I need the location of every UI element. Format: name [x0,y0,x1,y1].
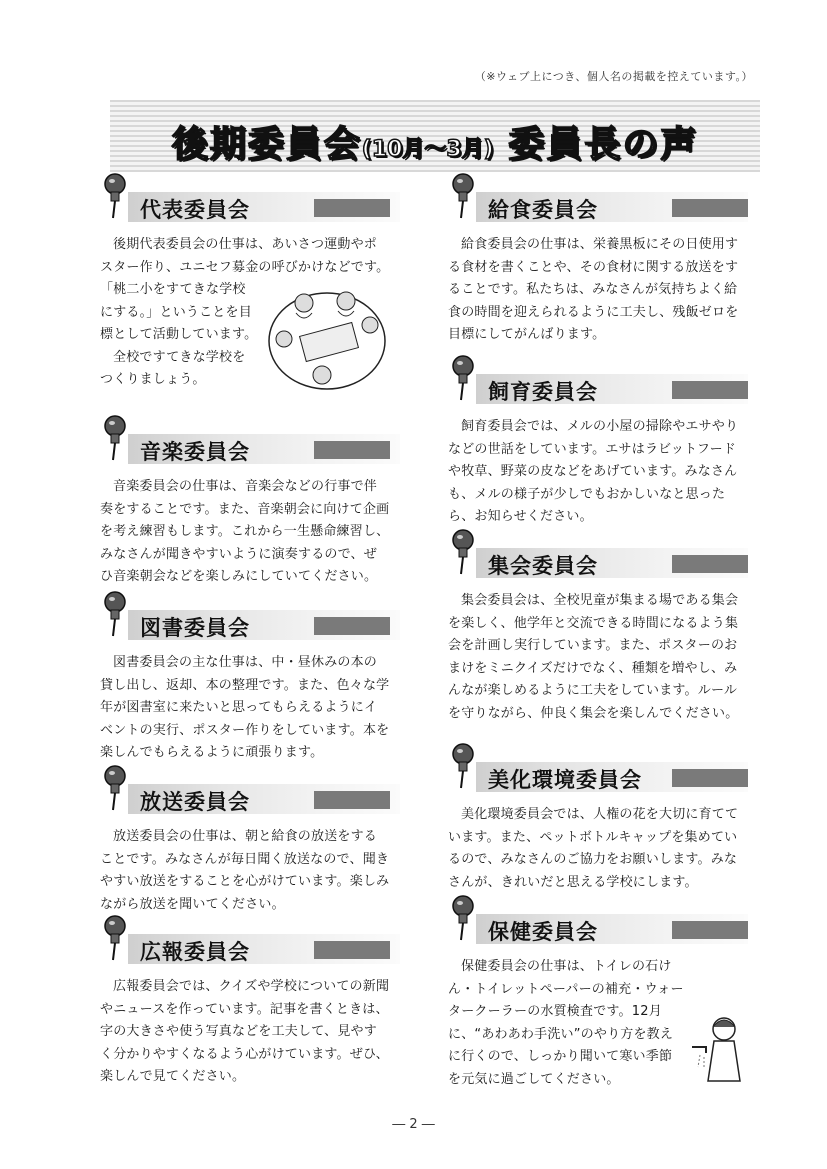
section-assembly [448,534,748,725]
section-body [448,416,748,529]
redacted-name [314,941,390,959]
pushpin-icon [446,742,482,790]
pushpin-icon [446,528,482,576]
redacted-name [672,769,748,787]
privacy-notice: （※ウェブ上につき、個人名の掲載を控えています。） [474,70,753,83]
section-paragraph: 図書委員会の主な仕事は、中・昼休みの本の貸し出し、返却、本の整理です。また、色々な学年が図書室に来たいと思ってもらえるようにイベントの実行、ポスター作りをしています。本を楽しんでもらえるように頑張ります。 [100,655,390,760]
section-representative [100,178,390,395]
title-main-right: 委員長の声 [508,124,699,165]
section-body [100,476,390,589]
pushpin-icon [98,764,134,812]
section-title: 飼育委員会 [488,380,598,404]
section-header [448,900,748,950]
section-animal-care [448,360,748,529]
section-broadcast [100,770,390,916]
section-header [100,596,390,646]
section-paragraph: 美化環境委員会では、人権の花を大切に育てています。また、ペットボトルキャップを集めているので、みなさんのご協力をお願いします。みなさんが、きれいだと思える学校にします。 [448,807,739,890]
section-title: 給食委員会 [488,198,598,222]
section-title: 集会委員会 [488,554,598,578]
section-body [448,956,748,1091]
section-paragraph: 集会委員会は、全校児童が集まる場である集会を楽しく、他学年と交流できる時間になるよう集会を計画し実行しています。また、ポスターのおまけをミニクイズだけでなく、種類を増やし、みんなが楽しめるように工夫をしています。ルールを守りながら、仲良く集会を楽しんでください。 [448,593,739,721]
section-paragraph: 「桃二小をすてきな学校にする。」ということを目標として活動しています。 [100,282,258,342]
section-title: 保健委員会 [488,920,598,944]
section-paragraph: 保健委員会の仕事は、トイレの石けん・トイレットペーパーの補充・ウォータークーラーの水質検査です。12月に、“あわあわ手洗い”のやり方を教えに行くので、しっかり聞いて寒い季節を元気に過ごしてください。 [448,959,684,1087]
section-body [100,826,390,916]
title-main-left: 後期委員会 [171,124,362,165]
redacted-name [672,555,748,573]
section-header [448,534,748,584]
redacted-name [314,441,390,459]
pushpin-icon [98,414,134,462]
section-body [100,234,390,395]
page-number: ― 2 ― [392,1117,435,1132]
section-header [448,178,748,228]
section-paragraph: 後期代表委員会の仕事は、あいさつ運動やポスター作り、ユニセフ募金の呼びかけなどです。 [100,237,390,275]
redacted-name [672,199,748,217]
section-header [100,920,390,970]
pushpin-icon [98,590,134,638]
page-title [110,116,760,167]
section-paragraph: 飼育委員会では、メルの小屋の掃除やエサやりなどの世話をしています。エサはラビットフードや牧草、野菜の皮などをあげています。みなさんも、メルの様子が少しでもおかしいなと思ったら、お知らせください。 [448,419,739,524]
section-library [100,596,390,765]
section-body [448,804,748,894]
students-meeting-illustration [264,279,390,395]
section-body [100,652,390,765]
pushpin-icon [98,914,134,962]
section-paragraph: 音楽委員会の仕事は、音楽会などの行事で伴奏をすることです。また、音楽朝会に向けて企画を考え練習もします。これから一生懸命練習し、みなさんが聞きやすいように演奏するので、ぜひ音楽朝会などを楽しみにしていてください。 [100,479,390,584]
redacted-name [672,921,748,939]
section-health [448,900,748,1091]
pushpin-icon [98,172,134,220]
pushpin-icon [446,894,482,942]
section-title: 広報委員会 [140,940,250,964]
pushpin-icon [446,354,482,402]
section-title: 音楽委員会 [140,440,250,464]
section-paragraph: 給食委員会の仕事は、栄養黒板にその日使用する食材を書くことや、その食材に関する放送をすることです。私たちは、みなさんが気持ちよく給食の時間を迎えられるように工夫し、残飯ゼロを目標にしてがんばります。 [448,237,739,342]
section-title: 図書委員会 [140,616,250,640]
section-header [448,748,748,798]
title-banner [110,100,760,172]
redacted-name [314,199,390,217]
section-environment [448,748,748,894]
title-period: (10月～3月) [361,137,494,162]
section-header [100,770,390,820]
section-title: 放送委員会 [140,790,250,814]
redacted-name [314,791,390,809]
redacted-name [314,617,390,635]
section-header [448,360,748,410]
section-header [100,178,390,228]
section-body [448,590,748,725]
section-music [100,420,390,589]
section-title: 代表委員会 [140,198,250,222]
section-paragraph: 放送委員会の仕事は、朝と給食の放送をすることです。みなさんが毎日聞く放送なので、聞きやすい放送をすることを心がけています。楽しみながら放送を聞いてください。 [100,829,390,912]
redacted-name [672,381,748,399]
section-public-relations [100,920,390,1089]
section-body [100,976,390,1089]
pushpin-icon [446,172,482,220]
section-lunch [448,178,748,347]
section-title: 美化環境委員会 [488,768,642,792]
section-header [100,420,390,470]
section-paragraph: 全校ですてきな学校をつくりましょう。 [100,349,246,387]
handwashing-child-illustration [686,1011,748,1091]
section-body [448,234,748,347]
section-paragraph: 広報委員会では、クイズや学校についての新聞やニュースを作っています。記事を書くときは、字の大きさや使う写真などを工夫して、見やすく分かりやすくなるよう心がけています。ぜひ、楽しんで見てください。 [100,979,390,1084]
